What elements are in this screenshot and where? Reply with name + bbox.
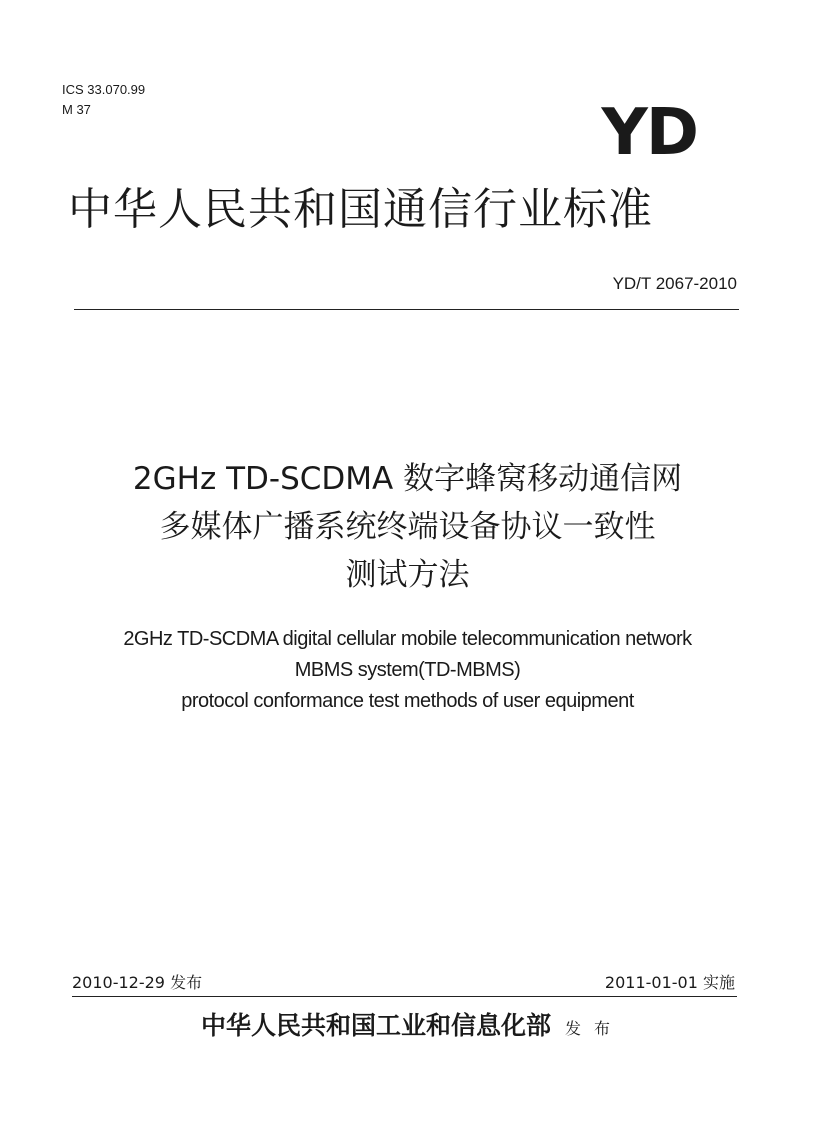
- publisher-name: 中华人民共和国工业和信息化部: [200, 1011, 551, 1040]
- publisher-suffix: 发 布: [564, 1019, 615, 1038]
- title-cn-line: 多媒体广播系统终端设备协议一致性: [159, 509, 656, 545]
- standard-number: YD/T 2067-2010: [612, 274, 737, 293]
- standard-name: 中华人民共和国通信行业标准: [68, 184, 653, 235]
- category-code: M 37: [62, 102, 91, 117]
- ics-code: ICS 33.070.99: [62, 82, 146, 97]
- yd-logo: YD: [601, 96, 697, 170]
- top-divider: [74, 309, 739, 310]
- title-chinese: [0, 455, 815, 599]
- title-en-line: MBMS system(TD-MBMS): [294, 659, 521, 681]
- bottom-divider: [72, 996, 737, 997]
- title-cn-line: 2GHz TD-SCDMA 数字蜂窝移动通信网: [132, 461, 683, 497]
- title-en-line: protocol conformance test methods of user equipment: [181, 690, 634, 712]
- title-cn-line: 测试方法: [345, 557, 470, 593]
- implementation-date: 2011-01-01 实施: [604, 973, 735, 992]
- title-en-line: 2GHz TD-SCDMA digital cellular mobile telecommunication network: [123, 628, 692, 650]
- title-english: [0, 624, 815, 717]
- issue-date: 2010-12-29 发布: [72, 973, 203, 992]
- publisher: [0, 1006, 815, 1042]
- classification-codes: [62, 80, 145, 120]
